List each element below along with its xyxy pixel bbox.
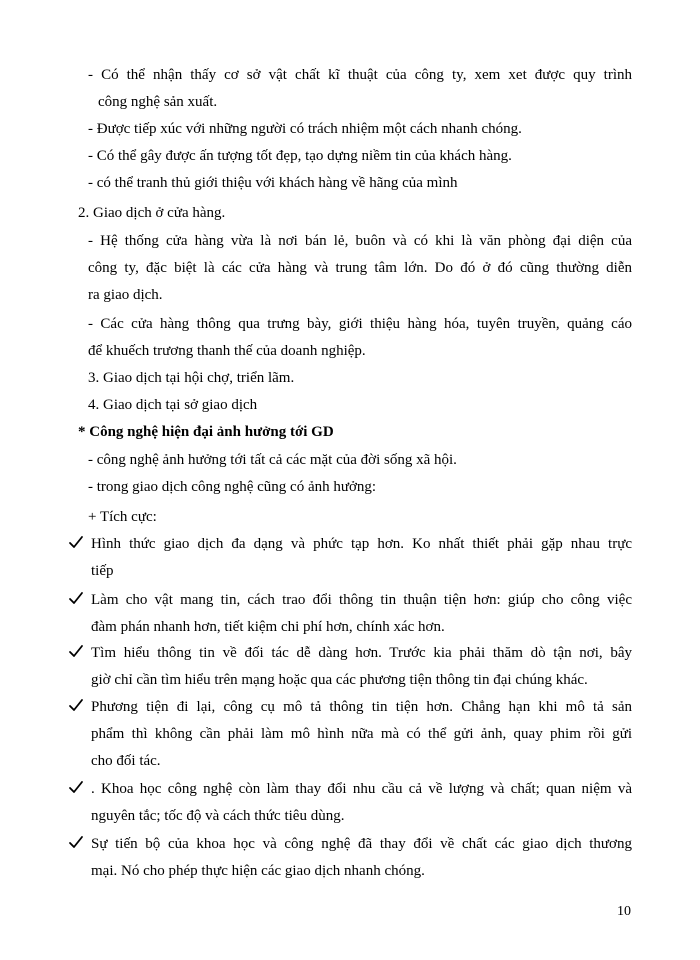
text-line: nguyên tắc; tốc độ và cách thức tiêu dùng. [91,808,345,824]
bold-heading: * Công nghệ hiện đại ảnh hưởng tới GD [78,424,334,440]
check-icon [68,534,84,552]
text-line: - Có thể gây được ấn tượng tốt đẹp, tạo dựng niềm tin của khách hàng. [88,148,512,164]
check-icon [68,590,84,608]
text-line: ra giao dịch. [88,287,163,303]
text-line: phẩm thì không cần phải làm mô hình nữa mà có thể gửi ảnh, quay phim rồi gửi [91,726,632,742]
text-line: + Tích cực: [88,509,157,525]
text-line: công ty, đặc biệt là các cửa hàng và trung tâm lớn. Do đó ở đó cũng thường diễn [88,260,632,276]
check-icon [68,643,84,661]
text-line: - Có thể nhận thấy cơ sở vật chất kĩ thuật của công ty, xem xet được quy trình [88,67,632,83]
text-line: để khuếch trương thanh thế của doanh nghiệp. [88,343,366,359]
check-icon [68,834,84,852]
check-list-item: Sự tiến bộ của khoa học và công nghệ đã thay đổi về chất các giao dịch thương [91,836,632,852]
text-line: - Hệ thống cửa hàng vừa là nơi bán lẻ, buôn và có khi là văn phòng đại diện của [88,233,632,249]
check-list-item: Phương tiện đi lại, công cụ mô tả thông tin tiện hơn. Chẳng hạn khi mô tả sản [91,699,632,715]
check-list-item: Làm cho vật mang tin, cách trao đổi thông tin thuận tiện hơn: giúp cho công việc [91,592,632,608]
check-list-item: Tìm hiểu thông tin về đối tác dễ dàng hơn. Trước kia phải thăm dò tận nơi, bây [91,645,632,661]
page-number: 10 [617,904,631,919]
text-line: đàm phán nhanh hơn, tiết kiệm chi phí hơn, chính xác hơn. [91,619,445,635]
text-line: - Được tiếp xúc với những người có trách nhiệm một cách nhanh chóng. [88,121,522,137]
text-line: - có thể tranh thủ giới thiệu với khách hàng về hãng của mình [88,175,458,191]
check-list-item: Hình thức giao dịch đa dạng và phức tạp hơn. Ko nhất thiết phải gặp nhau trực [91,536,632,552]
text-line: tiếp [91,563,114,579]
check-icon [68,697,84,715]
text-line: công nghệ sản xuất. [98,94,218,110]
text-line: - Các cửa hàng thông qua trưng bày, giới thiệu hàng hóa, tuyên truyền, quảng cáo [88,316,632,332]
check-list-item: . Khoa học công nghệ còn làm thay đổi nhu cầu cả về lượng và chất; quan niệm và [91,781,632,797]
section-heading: 3. Giao dịch tại hội chợ, triển lãm. [88,370,295,386]
text-line: mại. Nó cho phép thực hiện các giao dịch nhanh chóng. [91,863,425,879]
text-line: - trong giao dịch công nghệ cũng có ảnh hưởng: [88,479,377,495]
section-heading: 2. Giao dịch ở cửa hàng. [78,205,226,221]
text-line: cho đối tác. [91,753,161,769]
section-heading: 4. Giao dịch tại sở giao dịch [88,397,258,413]
check-icon [68,779,84,797]
text-line: giờ chỉ cần tìm hiểu trên mạng hoặc qua các phương tiện thông tin đại chúng khác. [91,672,588,688]
text-line: - công nghệ ảnh hưởng tới tất cả các mặt của đời sống xã hội. [88,452,457,468]
